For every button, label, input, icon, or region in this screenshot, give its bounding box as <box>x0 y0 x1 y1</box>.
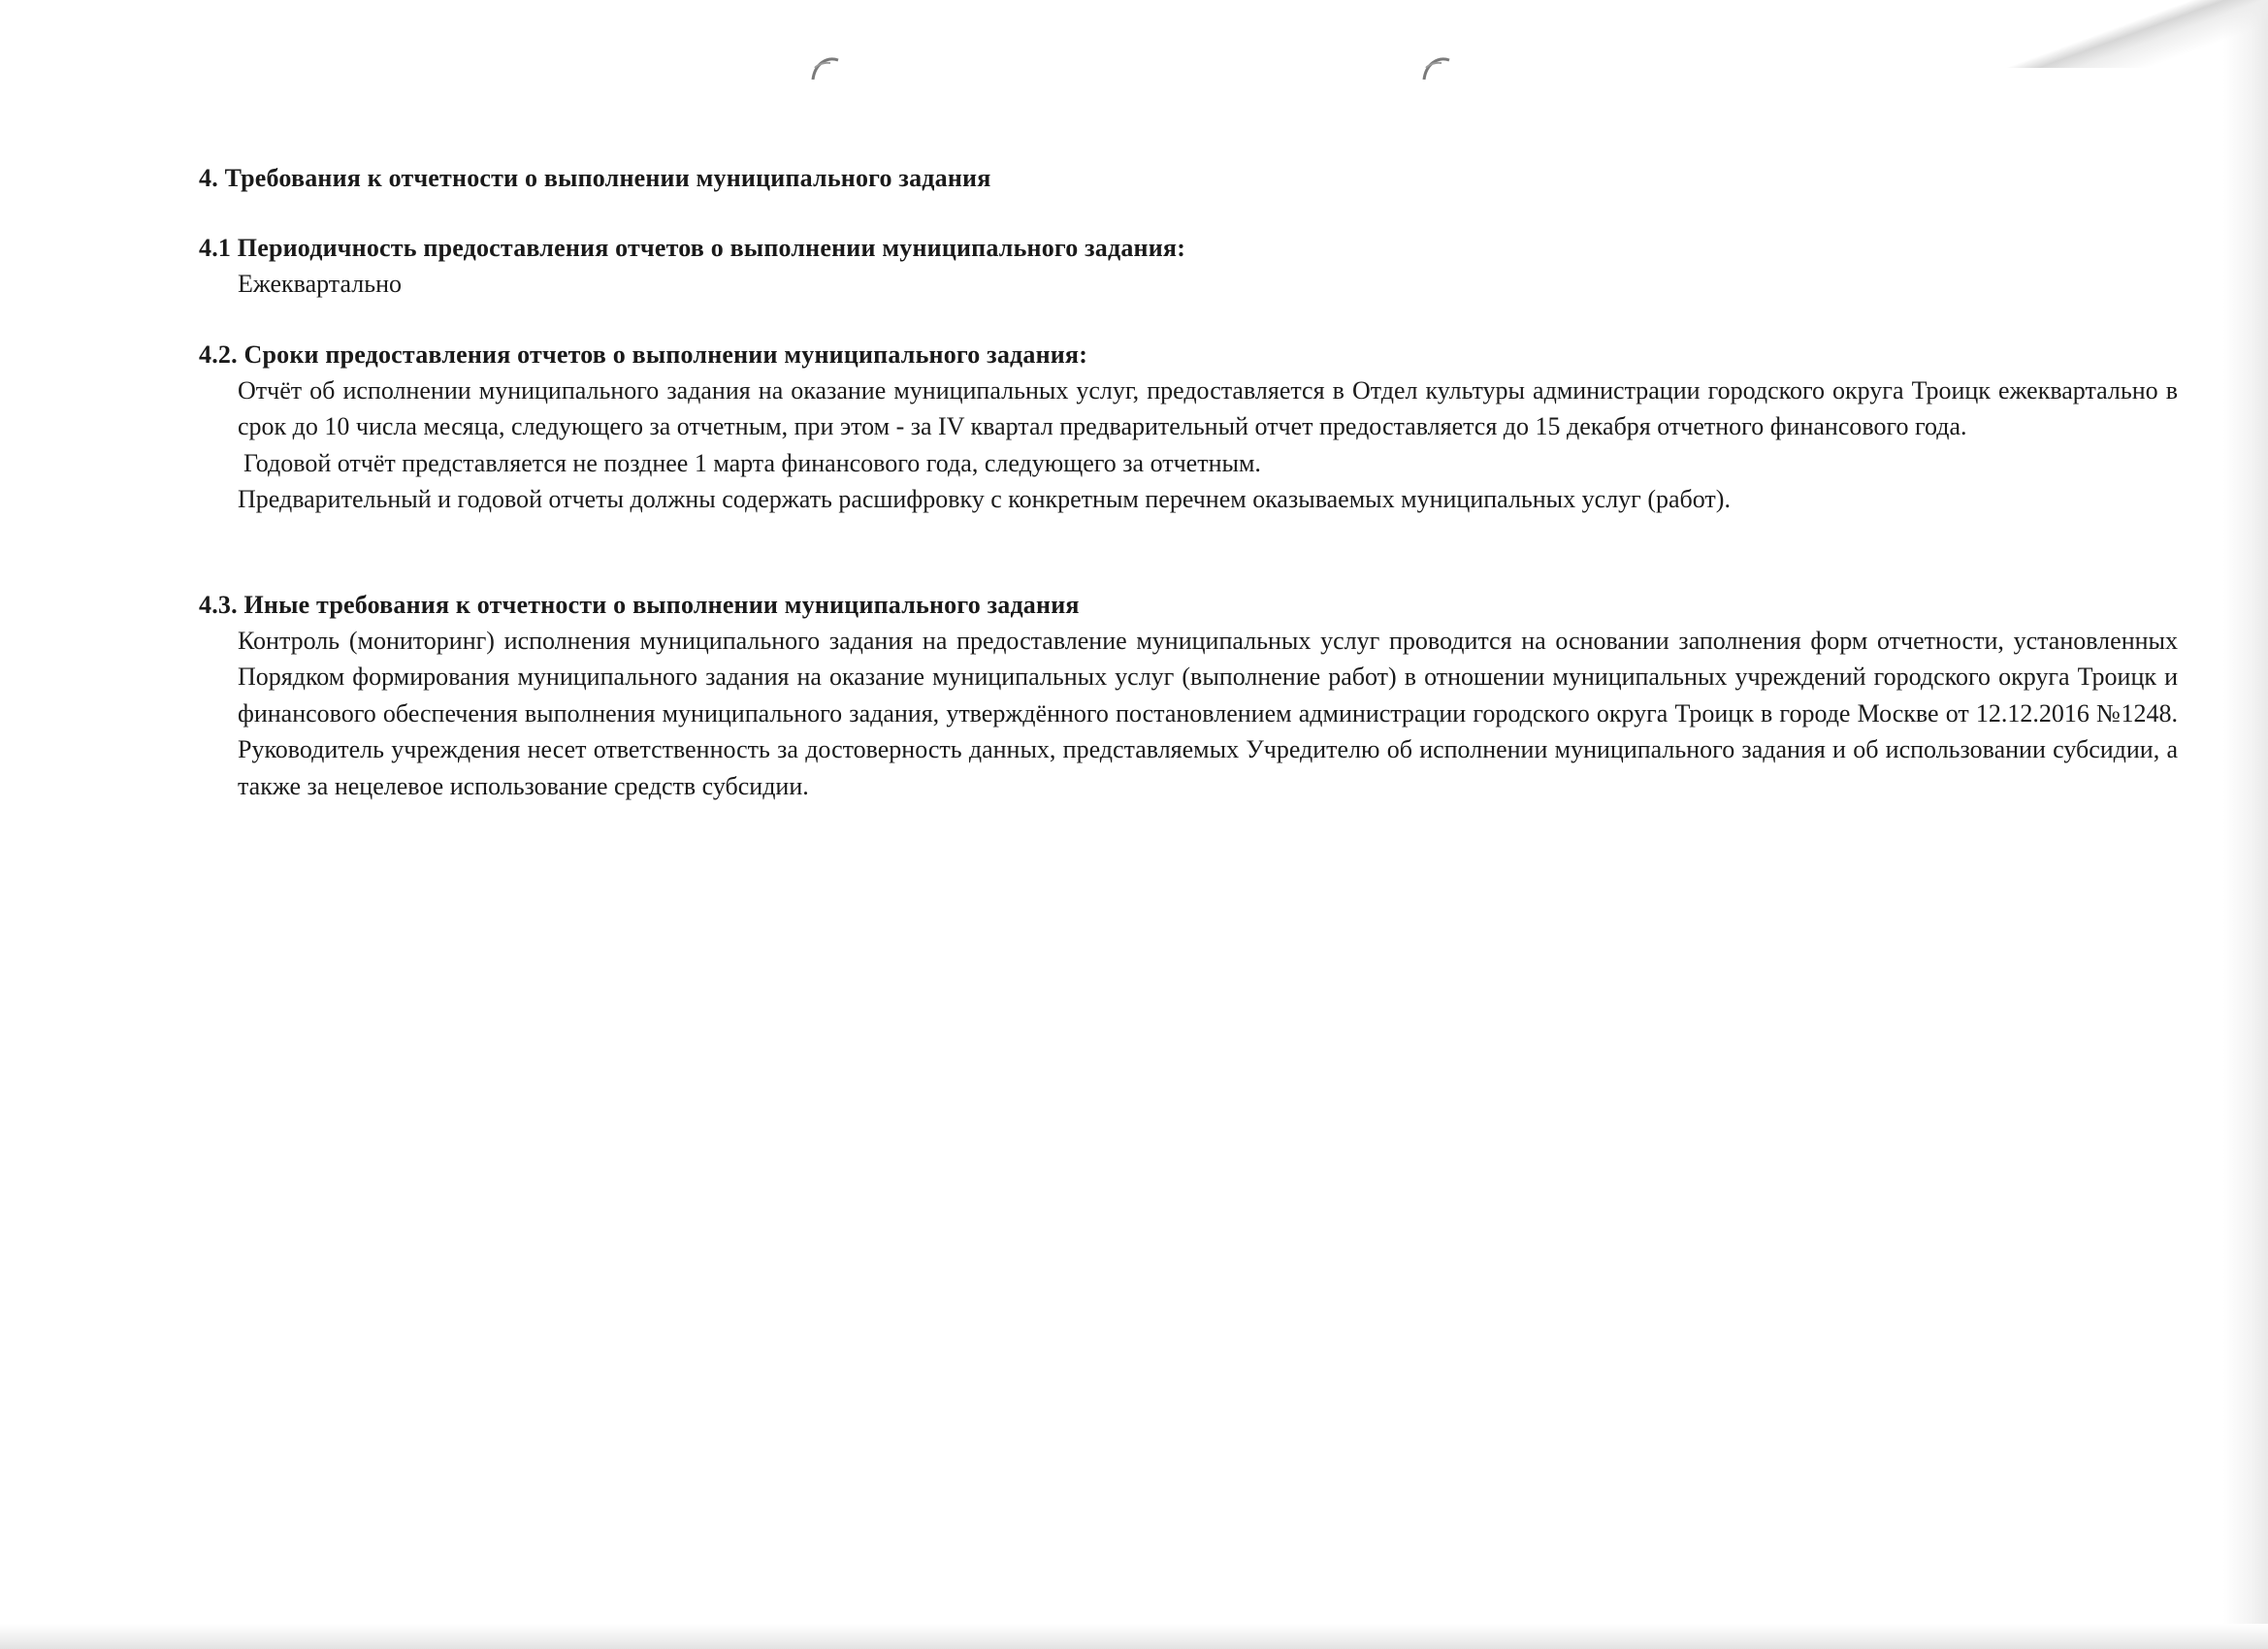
section-4-3-text: Контроль (мониторинг) исполнения муниципального задания на предоставление муниципальных услуг проводится на основании заполнения форм отчетности, установленных Порядком формирования муниципального задания на оказание муниципальных услуг (выполнение работ) в отношении муниципальных учреждений городского округа Троицк и финансового обеспечения выполнения муниципального задания, утверждённого постановлением администрации городского округа Троицк в городе Москве от 12.12.2016 №1248. Руководитель учреждения несет ответственность за достоверность данных, представляемых Учредителю об исполнении муниципального задания и об использовании субсидии, а также за нецелевое использование средств субсидии. <box>238 626 2178 800</box>
punch-hole-mark <box>1420 54 1453 83</box>
section-4-1-text: Ежеквартально <box>238 270 402 298</box>
section-4-2-paragraph: Отчёт об исполнении муниципального задания на оказание муниципальных услуг, предоставляется в Отдел культуры администрации городского округа Троицк ежеквартально в срок до 10 числа месяца, следующего за отчетным, при этом - за IV квартал предварительный отчет предоставляется до 15 декабря отчетного финансового года. <box>238 375 2178 440</box>
section-4-2-paragraph: Предварительный и годовой отчеты должны содержать расшифровку с конкретным перечнем оказываемых муниципальных услуг (работ). <box>238 485 1731 513</box>
scan-page-fold <box>1977 0 2268 68</box>
section-4-2 <box>199 338 2178 518</box>
section-4-2-title: 4.2. Сроки предоставления отчетов о выполнении муниципального задания: <box>199 340 1088 369</box>
section-4-3-title: 4.3. Иные требования к отчетности о выполнении муниципального задания <box>199 590 1080 619</box>
section-4-3 <box>199 588 2178 805</box>
punch-hole-mark <box>809 54 842 83</box>
document-body <box>199 161 2178 804</box>
section-4-1-title: 4.1 Периодичность предоставления отчетов о выполнении муниципального задания: <box>199 234 1186 262</box>
scan-edge-shadow-right <box>2223 0 2268 1649</box>
section-4-title: 4. Требования к отчетности о выполнении муниципального задания <box>199 164 991 192</box>
scan-edge-shadow-bottom <box>0 1624 2268 1649</box>
section-4-1 <box>199 231 2178 303</box>
section-4-2-paragraph: Годовой отчёт представляется не позднее 1 марта финансового года, следующего за отчетным. <box>243 448 1261 477</box>
